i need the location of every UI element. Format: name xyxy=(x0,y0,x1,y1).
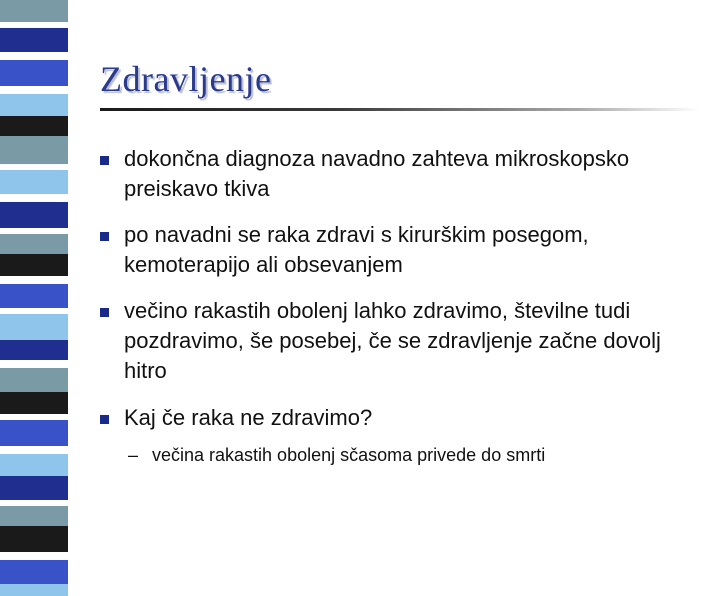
stripe xyxy=(0,94,68,116)
bullet-list xyxy=(100,144,700,467)
stripe xyxy=(0,454,68,476)
dash-bullet-icon: – xyxy=(128,445,139,465)
stripe xyxy=(0,254,68,276)
bullet-text: dokončna diagnoza navadno zahteva mikroskopsko preiskavo tkiva xyxy=(124,146,630,201)
stripe xyxy=(0,314,68,340)
stripe xyxy=(0,0,68,22)
stripe xyxy=(0,52,68,60)
bullet-item xyxy=(100,144,700,204)
stripe xyxy=(0,446,68,454)
sub-bullet-item xyxy=(100,443,700,467)
stripe xyxy=(0,116,68,136)
stripe xyxy=(0,202,68,228)
stripe xyxy=(0,194,68,202)
bullet-item xyxy=(100,220,700,280)
stripe xyxy=(0,420,68,446)
square-bullet-icon xyxy=(100,308,109,317)
stripe xyxy=(0,506,68,526)
square-bullet-icon xyxy=(100,232,109,241)
stripe xyxy=(0,60,68,86)
sub-bullet-text: večina rakastih obolenj sčasoma privede do smrti xyxy=(152,445,546,465)
stripe xyxy=(0,136,68,164)
stripe xyxy=(0,584,68,596)
square-bullet-icon xyxy=(100,156,109,165)
bullet-item xyxy=(100,296,700,386)
stripe xyxy=(0,86,68,94)
bullet-item xyxy=(100,403,700,433)
bullet-text: večino rakastih obolenj lahko zdravimo, številne tudi pozdravimo, še posebej, če se zdravljenje začne dovolj hitro xyxy=(124,298,661,383)
stripe xyxy=(0,552,68,560)
title-underline xyxy=(100,108,700,111)
stripe xyxy=(0,526,68,552)
stripe xyxy=(0,170,68,194)
slide-title: Zdravljenje xyxy=(100,59,272,99)
bullet-text: po navadni se raka zdravi s kirurškim posegom, kemoterapijo ali obsevanjem xyxy=(124,222,589,277)
stripe xyxy=(0,392,68,414)
stripe xyxy=(0,368,68,392)
stripe xyxy=(0,560,68,584)
stripe xyxy=(0,360,68,368)
stripe xyxy=(0,276,68,284)
decorative-stripe-bar xyxy=(0,0,68,540)
stripe xyxy=(0,28,68,52)
stripe xyxy=(0,476,68,500)
square-bullet-icon xyxy=(100,415,109,424)
stripe xyxy=(0,234,68,254)
stripe xyxy=(0,340,68,360)
bullet-text: Kaj če raka ne zdravimo? xyxy=(124,405,373,430)
stripe xyxy=(0,284,68,308)
